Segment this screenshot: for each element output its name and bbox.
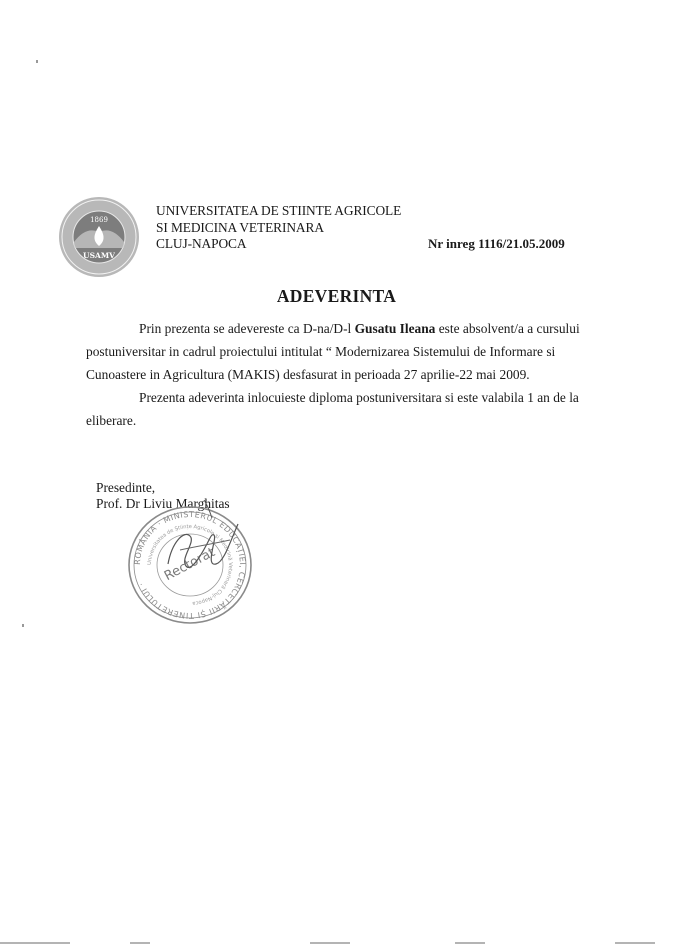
registration-number: Nr inreg 1116/21.05.2009: [428, 236, 565, 251]
university-line: SI MEDICINA VETERINARA: [156, 219, 324, 235]
university-line: UNIVERSITATEA DE STIINTE AGRICOLE: [156, 203, 402, 218]
scan-speck: [36, 60, 38, 63]
scan-edge: [455, 942, 485, 944]
scan-edge: [615, 942, 655, 944]
body-text: Prin prezenta se adevereste ca D-na/D-l: [139, 321, 355, 336]
stamp-inner-text: Universitatea de Științe Agricole și Medicină Veterinară Cluj-Napoca: [146, 523, 234, 606]
body-line-2: postuniversitar in cadrul proiectului intitulat “ Modernizarea Sistemului de Informare si: [86, 344, 556, 359]
scan-edge: [0, 942, 70, 944]
university-logo: [58, 196, 140, 278]
university-line: CLUJ-NAPOCA: [156, 236, 247, 251]
scan-edge: [130, 942, 150, 944]
signatory-name: Prof. Dr Liviu Marghitas: [96, 496, 230, 511]
university-name: [156, 203, 401, 253]
scan-edge: [310, 942, 350, 944]
stamp-outer-text: ROMÂNIA · MINISTERUL EDUCAȚIEI, CERCETĂRII ȘI TINERETULUI ·: [132, 509, 248, 621]
logo-year: 1869: [90, 216, 108, 224]
body-line-1: [139, 321, 580, 337]
signatory-role: Presedinte,: [96, 480, 156, 495]
body-line-4: Prezenta adeverinta inlocuieste diploma postuniversitara si este valabila 1 an de la: [139, 390, 579, 405]
body-text: este absolvent/a a cursului: [435, 321, 580, 336]
scan-speck: [22, 624, 24, 627]
body-line-3: Cunoastere in Agricultura (MAKIS) desfasurat in perioada 27 aprilie-22 mai 2009.: [86, 367, 530, 382]
body-line-5: eliberare.: [86, 413, 137, 428]
recipient-name: Gusatu Ileana: [354, 321, 436, 336]
document-title: ADEVERINTA: [276, 286, 397, 306]
handwritten-signature: [150, 494, 260, 604]
logo-acronym: USAMV: [83, 251, 115, 260]
stamp-center-text: Rectorat: [161, 545, 218, 585]
